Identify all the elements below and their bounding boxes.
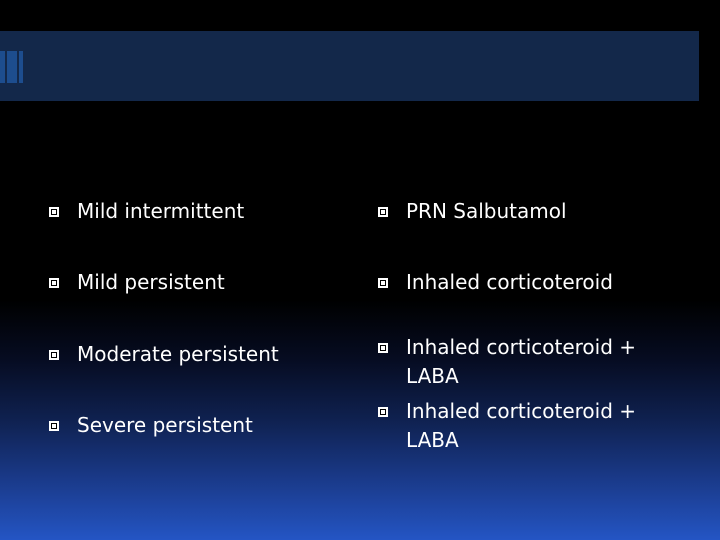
treatment-label: Inhaled corticoteroid + — [406, 399, 637, 423]
square-bullet-icon — [378, 343, 388, 353]
treatment-label: PRN Salbutamol — [406, 199, 567, 223]
treatment-label: Inhaled corticoteroid + — [406, 335, 637, 359]
slide-title-bar — [0, 31, 699, 101]
title-decoration — [0, 51, 28, 83]
treatment-label: Inhaled corticoteroid — [406, 270, 613, 294]
list-item — [378, 268, 613, 297]
list-item — [49, 268, 225, 297]
list-item — [378, 333, 636, 391]
square-bullet-icon — [378, 207, 388, 217]
square-bullet-icon — [49, 421, 59, 431]
square-bullet-icon — [378, 407, 388, 417]
severity-label: Mild persistent — [77, 270, 225, 294]
treatment-label-continued: LABA — [406, 364, 459, 388]
square-bullet-icon — [49, 278, 59, 288]
severity-label: Mild intermittent — [77, 199, 245, 223]
list-item — [49, 411, 253, 440]
list-item — [49, 340, 279, 369]
square-bullet-icon — [49, 350, 59, 360]
severity-label: Moderate persistent — [77, 342, 279, 366]
list-item — [49, 197, 244, 226]
square-bullet-icon — [49, 207, 59, 217]
severity-label: Severe persistent — [77, 413, 253, 437]
list-item — [378, 197, 567, 226]
square-bullet-icon — [378, 278, 388, 288]
treatment-label-continued: LABA — [406, 428, 459, 452]
list-item — [378, 397, 636, 455]
